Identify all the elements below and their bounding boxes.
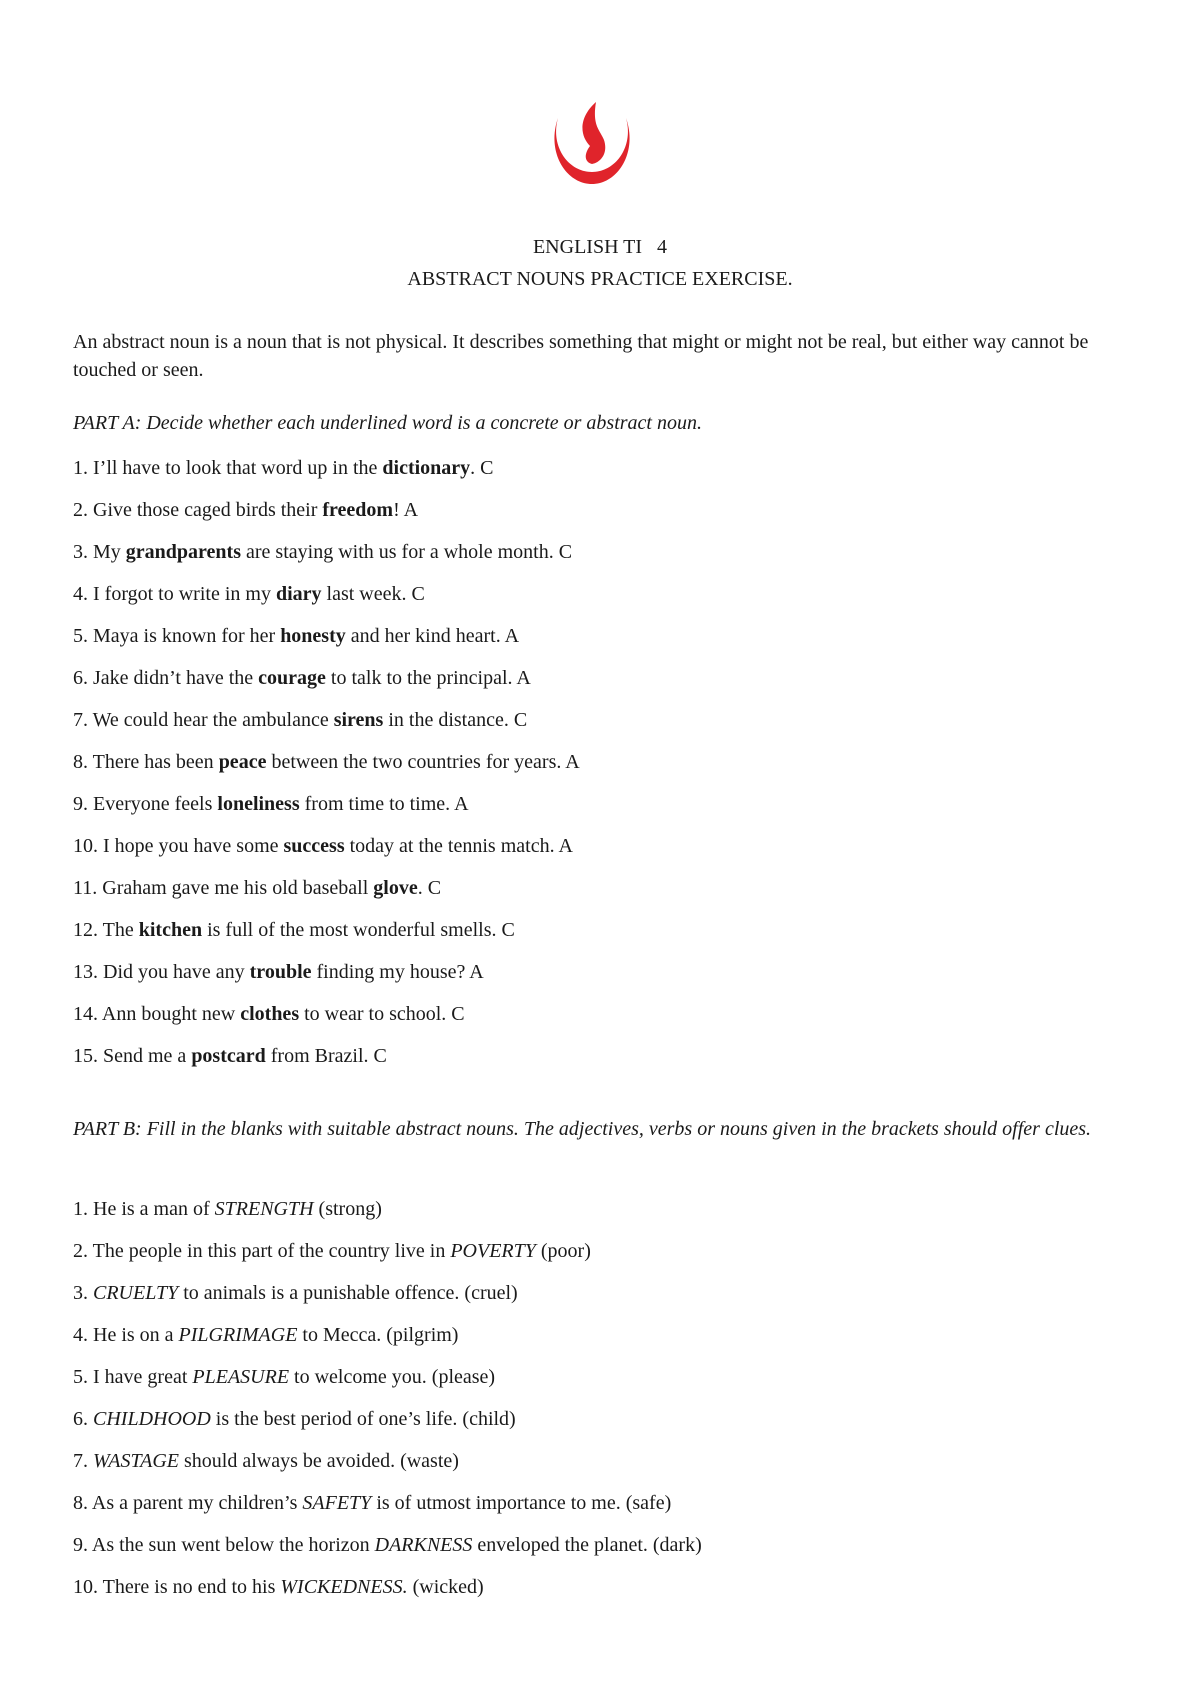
course-title: ENGLISH TI 4 (532, 236, 668, 258)
answer-noun: CHILDHOOD (93, 1408, 211, 1430)
target-noun: freedom (322, 499, 394, 521)
list-item (73, 791, 580, 833)
sentence-start: 13. Did you have any (73, 961, 250, 983)
list-item (73, 581, 580, 623)
sentence-start: 12. The (73, 919, 139, 941)
sentence-end: between the two countries for years. A (266, 751, 580, 773)
sentence-end: from time to time. A (299, 793, 469, 815)
sentence-end: is of utmost importance to me. (safe) (371, 1492, 672, 1514)
target-noun: honesty (280, 625, 346, 647)
list-item (73, 1238, 702, 1280)
sentence-start: 7. (73, 1450, 93, 1472)
sentence-start: 8. As a parent my children’s (73, 1492, 303, 1514)
sentence-end: to Mecca. (pilgrim) (297, 1324, 459, 1346)
target-noun: kitchen (138, 919, 203, 941)
list-item (73, 1196, 702, 1238)
target-noun: loneliness (217, 793, 300, 815)
intro-paragraph: An abstract noun is a noun that is not physical. It describes something that might or might not be real, but either way cannot be touched or seen. (73, 331, 1089, 381)
sentence-end: should always be avoided. (waste) (179, 1450, 459, 1472)
list-item (73, 1532, 702, 1574)
target-noun: peace (218, 751, 267, 773)
red-flame-logo-icon (552, 100, 632, 192)
list-item (73, 1490, 702, 1532)
list-item (73, 959, 580, 1001)
sentence-start: 8. There has been (73, 751, 219, 773)
sentence-start: 9. As the sun went below the horizon (73, 1534, 375, 1556)
list-item (73, 917, 580, 959)
sentence-end: . C (470, 457, 494, 479)
page-title: ABSTRACT NOUNS PRACTICE EXERCISE. (407, 268, 793, 290)
answer-noun: WASTAGE (93, 1450, 179, 1472)
sentence-start: 4. I forgot to write in my (73, 583, 276, 605)
sentence-end: . C (417, 877, 442, 899)
sentence-start: 2. The people in this part of the country live in (73, 1240, 451, 1262)
sentence-start: 6. Jake didn’t have the (73, 667, 259, 689)
target-noun: clothes (240, 1003, 300, 1025)
part-a-title: PART A: Decide whether each underlined word is a concrete or abstract noun. (73, 412, 702, 434)
list-item (73, 539, 580, 581)
target-noun: success (283, 835, 345, 857)
target-noun: grandparents (125, 541, 242, 563)
sentence-end: to animals is a punishable offence. (cruel) (178, 1282, 518, 1304)
target-noun: trouble (249, 961, 312, 983)
sentence-start: 5. Maya is known for her (73, 625, 281, 647)
sentence-start: 3. (73, 1282, 93, 1304)
answer-noun: STRENGTH (214, 1198, 314, 1220)
answer-noun: POVERTY (450, 1240, 536, 1262)
sentence-start: 9. Everyone feels (73, 793, 218, 815)
sentence-end: (strong) (313, 1198, 382, 1220)
list-item (73, 833, 580, 875)
list-item (73, 455, 580, 497)
answer-noun: DARKNESS (374, 1534, 473, 1556)
list-item (73, 665, 580, 707)
sentence-end: and her kind heart. A (345, 625, 520, 647)
sentence-end: to talk to the principal. A (325, 667, 531, 689)
part-b-list (73, 1196, 702, 1616)
sentence-start: 1. I’ll have to look that word up in the (73, 457, 383, 479)
sentence-end: (wicked) (407, 1576, 484, 1598)
list-item (73, 1043, 580, 1085)
sentence-end: to welcome you. (please) (289, 1366, 496, 1388)
target-noun: dictionary (382, 457, 471, 479)
sentence-start: 3. My (73, 541, 126, 563)
list-item (73, 1448, 702, 1490)
answer-noun: SAFETY (302, 1492, 372, 1514)
answer-noun: PLEASURE (192, 1366, 290, 1388)
sentence-start: 15. Send me a (73, 1045, 192, 1067)
sentence-end: in the distance. C (383, 709, 528, 731)
sentence-end: from Brazil. C (265, 1045, 387, 1067)
sentence-end: are staying with us for a whole month. C (241, 541, 573, 563)
sentence-end: is full of the most wonderful smells. C (202, 919, 515, 941)
target-noun: sirens (333, 709, 384, 731)
sentence-end: enveloped the planet. (dark) (472, 1534, 702, 1556)
sentence-start: 6. (73, 1408, 93, 1430)
list-item (73, 1574, 702, 1616)
list-item (73, 749, 580, 791)
sentence-start: 7. We could hear the ambulance (73, 709, 334, 731)
sentence-end: last week. C (321, 583, 425, 605)
part-b-title: PART B: Fill in the blanks with suitable abstract nouns. The adjectives, verbs or nouns given in the brackets should offer clues. (73, 1118, 1092, 1140)
list-item (73, 1280, 702, 1322)
list-item (73, 1364, 702, 1406)
list-item (73, 707, 580, 749)
list-item (73, 875, 580, 917)
list-item (73, 1001, 580, 1043)
list-item (73, 623, 580, 665)
answer-noun: WICKEDNESS. (280, 1576, 408, 1598)
sentence-end: today at the tennis match. A (344, 835, 573, 857)
answer-noun: CRUELTY (93, 1282, 179, 1304)
part-a-list (73, 455, 580, 1085)
sentence-start: 10. There is no end to his (73, 1576, 281, 1598)
university-logo (552, 100, 632, 192)
target-noun: diary (275, 583, 322, 605)
sentence-end: finding my house? A (311, 961, 484, 983)
answer-noun: PILGRIMAGE (178, 1324, 298, 1346)
sentence-end: (poor) (535, 1240, 591, 1262)
sentence-start: 11. Graham gave me his old baseball (73, 877, 374, 899)
list-item (73, 1406, 702, 1448)
sentence-start: 4. He is on a (73, 1324, 179, 1346)
sentence-start: 14. Ann bought new (73, 1003, 241, 1025)
sentence-end: is the best period of one’s life. (child) (210, 1408, 516, 1430)
sentence-start: 5. I have great (73, 1366, 193, 1388)
sentence-start: 10. I hope you have some (73, 835, 284, 857)
list-item (73, 1322, 702, 1364)
list-item (73, 497, 580, 539)
sentence-end: to wear to school. C (299, 1003, 465, 1025)
target-noun: courage (258, 667, 326, 689)
target-noun: glove (373, 877, 418, 899)
sentence-start: 2. Give those caged birds their (73, 499, 323, 521)
sentence-start: 1. He is a man of (73, 1198, 215, 1220)
sentence-end: ! A (393, 499, 419, 521)
target-noun: postcard (191, 1045, 266, 1067)
